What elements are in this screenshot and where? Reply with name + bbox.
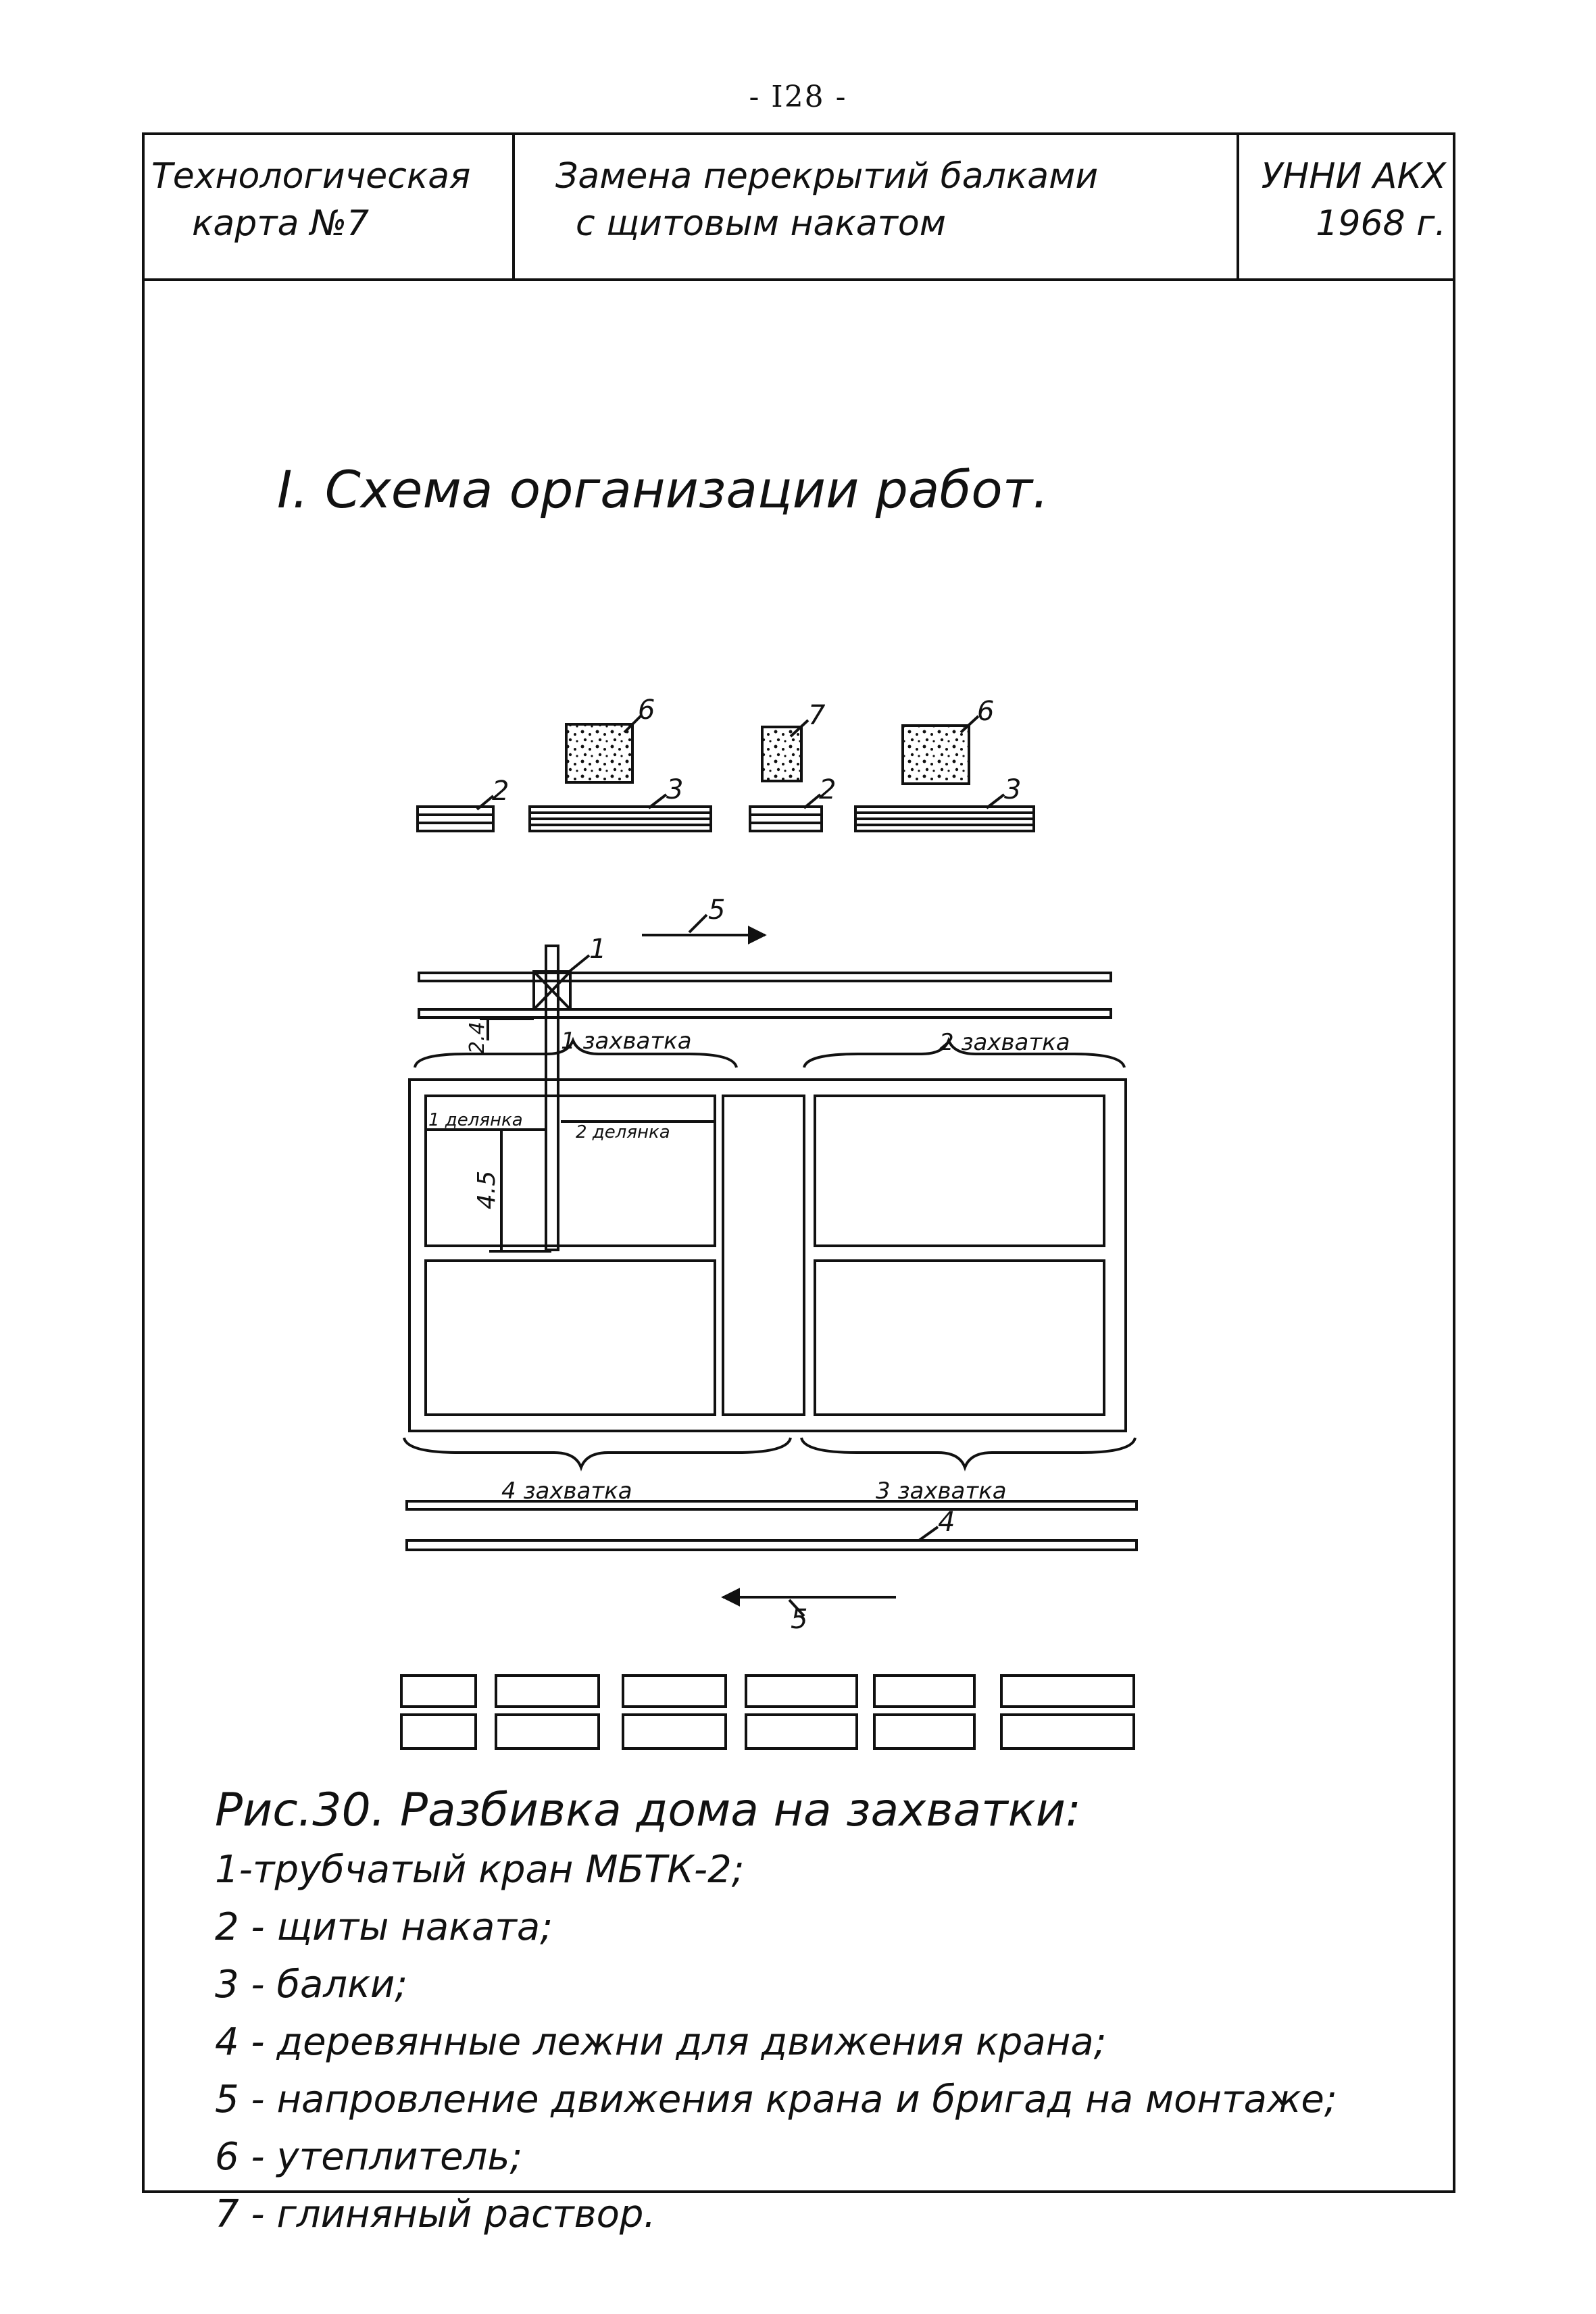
callout-3-right: 3 — [1004, 774, 1022, 805]
section-label-1: 1 делянка — [428, 1110, 523, 1130]
zone-label-2: 2 захватка — [939, 1029, 1070, 1056]
callout-3-left: 3 — [666, 774, 684, 805]
legend-item-4: 4 - деревянные лежни для движения крана; — [215, 2020, 1107, 2064]
card-title-line-2: с щитовым накатом — [576, 203, 946, 244]
panel-stack-left — [418, 807, 493, 831]
clay-mortar-stockpile — [762, 727, 801, 781]
callout-7: 7 — [808, 700, 826, 731]
zone-label-1: 1 захватка — [561, 1028, 692, 1055]
legend-item-2: 2 - щиты наката; — [215, 1905, 553, 1949]
callout-4: 4 — [938, 1507, 955, 1538]
crane-rail-top — [419, 973, 1111, 1017]
zone-label-3: 3 захватка — [876, 1478, 1007, 1505]
crane-rail-bottom — [407, 1501, 1137, 1550]
callout-6-right: 6 — [977, 696, 995, 727]
zone-label-4: 4 захватка — [501, 1478, 632, 1505]
panel-storage-row — [401, 1676, 1134, 1749]
caption-title: Рис.30. Разбивка дома на захватки: — [215, 1784, 1081, 1837]
legend-item-5: 5 - напровление движения крана и бригад на монтаже; — [215, 2078, 1337, 2121]
legend-item-7: 7 - глиняный раствор. — [215, 2192, 656, 2236]
callout-5-top: 5 — [708, 895, 726, 926]
insulation-stockpile-right — [903, 726, 969, 784]
section-label-2: 2 делянка — [576, 1122, 670, 1142]
tubular-crane — [534, 946, 589, 1250]
page-number: - I28 - — [749, 80, 847, 114]
card-type-line-1: Технологическая — [151, 156, 471, 197]
zone-brace-3 — [801, 1438, 1135, 1467]
zone-brace-4 — [404, 1438, 791, 1467]
callout-6-left: 6 — [638, 695, 655, 726]
legend-item-3: 3 - балки; — [215, 1963, 408, 2007]
organization-name: УННИ АКХ — [1261, 156, 1446, 197]
legend-item-6: 6 - утеплитель; — [215, 2135, 523, 2179]
dimension-offset-label: 2.4 — [466, 1022, 489, 1054]
dimension-height-label: 4.5 — [473, 1170, 501, 1209]
beam-stack-right — [855, 807, 1034, 831]
callout-1: 1 — [589, 934, 607, 965]
insulation-stockpile-left — [566, 724, 632, 782]
card-type-line-2: карта №7 — [192, 203, 370, 244]
callout-2-right: 2 — [819, 774, 837, 805]
panel-stack-right — [750, 807, 822, 831]
section-title: I. Схема организации работ. — [277, 459, 1049, 520]
card-title-line-1: Замена перекрытий балками — [555, 156, 1099, 197]
figure-caption — [215, 1784, 1445, 2243]
building-plan — [409, 1080, 1126, 1431]
beam-stack-left — [530, 807, 711, 831]
callout-5-bottom: 5 — [791, 1604, 808, 1635]
organization-year: 1968 г. — [1316, 203, 1446, 244]
callout-2-left: 2 — [492, 776, 509, 807]
legend-item-1: 1-трубчатый кран МБТК-2; — [215, 1848, 745, 1892]
